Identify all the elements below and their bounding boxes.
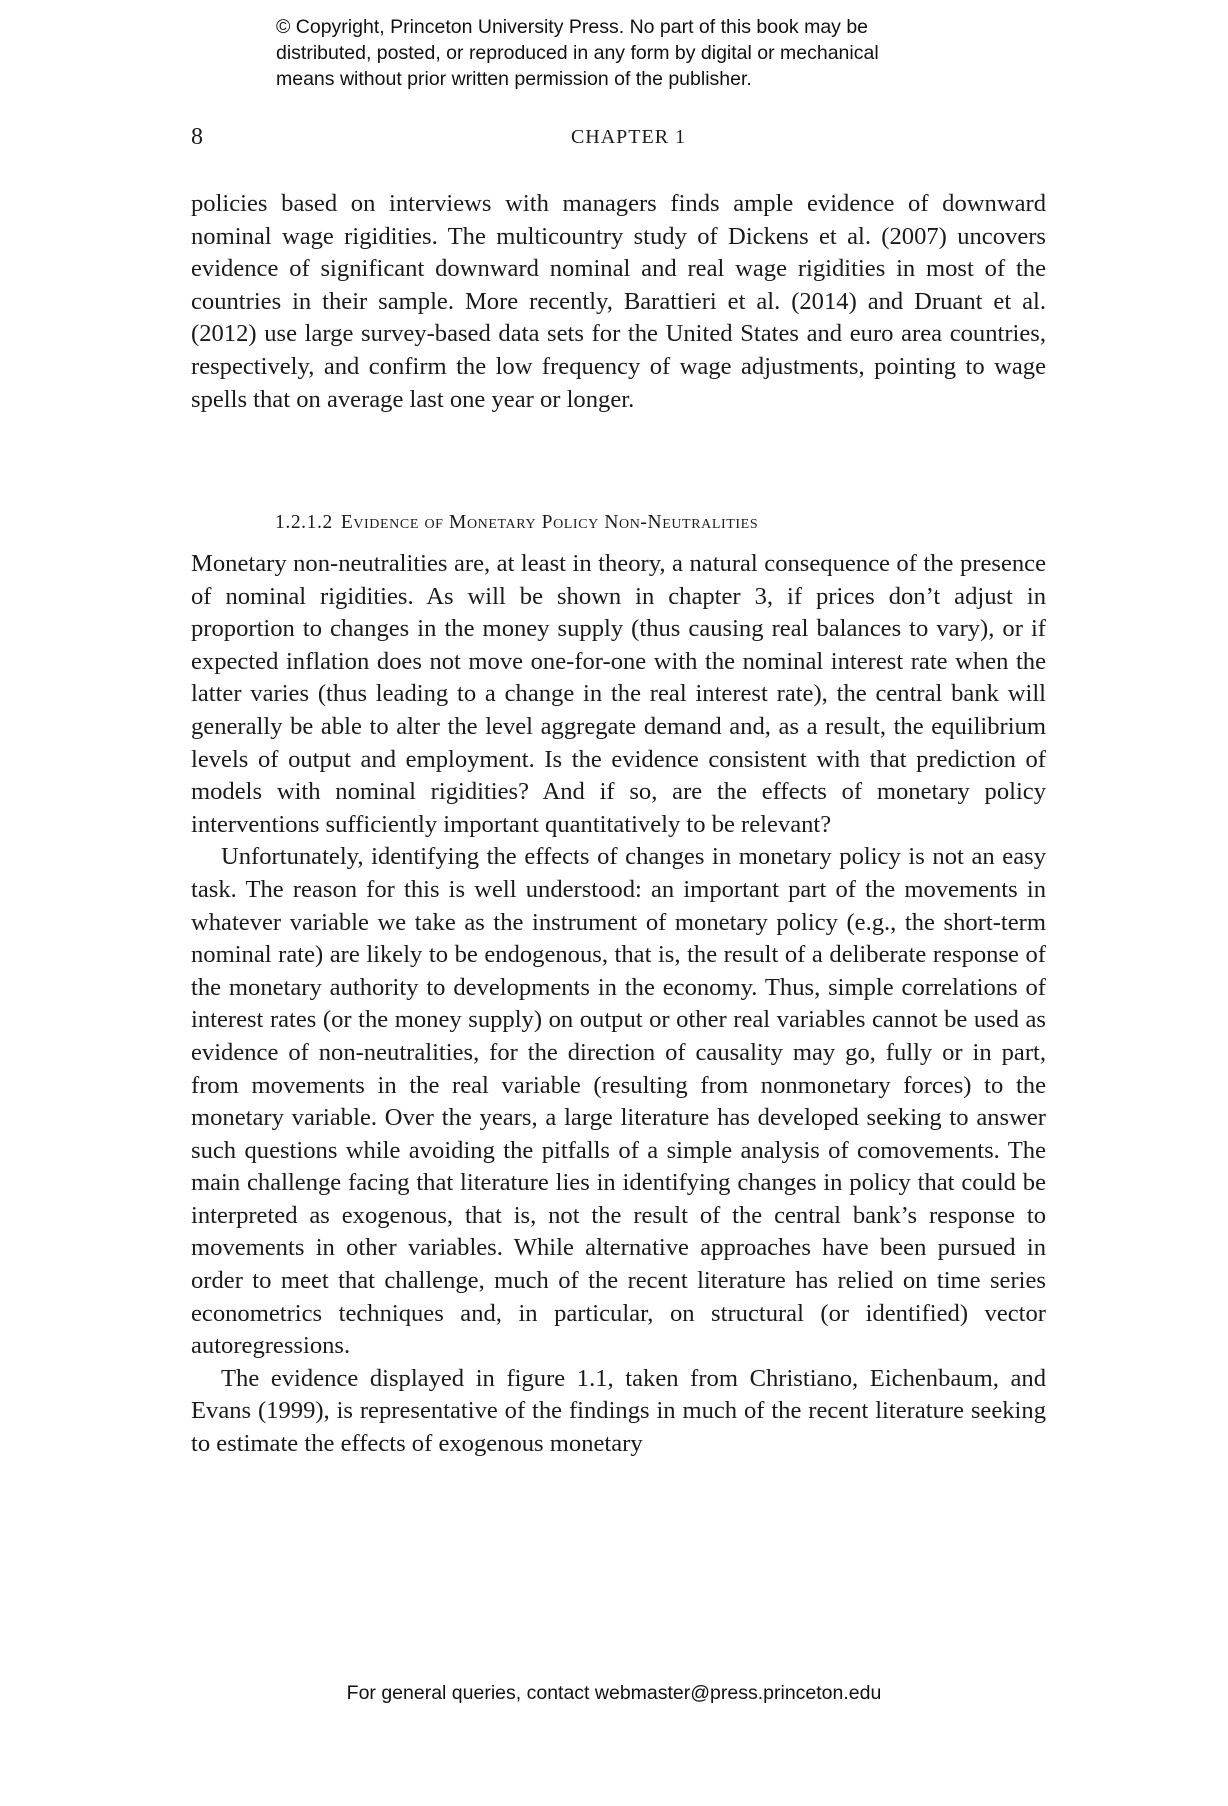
running-head [191,124,1046,154]
paragraph-2: Monetary non-neutralities are, at least in theory, a natural consequence of the presence of nominal rigidities. As will be shown in chapter 3, if prices don’t adjust in proportion to changes in the money supply (thus causing real balances to vary), or if expected inflation does not move one-for-one with the nominal interest rate when the latter varies (thus leading to a change in the real interest rate), the central bank will generally be able to alter the level aggregate demand and, as a result, the equilibrium levels of output and employment. Is the evidence consistent with that prediction of models with nominal rigidities? And if so, are the effects of monetary policy interventions sufficiently important quantitatively to be relevant? [191,550,1046,838]
paragraph-3: Unfortunately, identifying the effects of changes in monetary policy is not an easy task. The reason for this is well understood: an important part of the movements in whatever variable we take as the instrument of monetary policy (e.g., the short-term nominal rate) are likely to be endogenous, that is, the result of a deliberate response of the monetary authority to developments in the economy. Thus, simple correlations of interest rates (or the money supply) on output or other real variables cannot be used as evidence of non-neutralities, for the direction of causality may go, fully or in part, from movements in the real variable (resulting from nonmonetary forces) to the monetary variable. Over the years, a large literature has developed seeking to answer such questions while avoiding the pitfalls of a simple analysis of comovements. The main challenge facing that literature lies in identifying changes in policy that could be interpreted as exogenous, that is, not the result of the central bank’s response to movements in other variables. While alternative approaches have been pursued in order to meet that challenge, much of the recent literature has relied on time series econometrics techniques and, in particular, on structural (or identified) vector autoregressions. [191,843,1046,1360]
copyright-notice [276,14,1036,92]
copyright-line-1: © Copyright, Princeton University Press. No part of this book may be [276,16,869,38]
copyright-line-3: means without prior written permission of the publisher. [276,68,752,90]
section-title: Evidence of Monetary Policy Non-Neutralities [340,512,759,533]
body-section-top [191,188,1046,416]
footer-contact: For general queries, contact webmaster@press.princeton.edu [346,1682,882,1704]
copyright-line-2: distributed, posted, or reproduced in any form by digital or mechanical [276,42,879,64]
paragraph-4: The evidence displayed in figure 1.1, taken from Christiano, Eichenbaum, and Evans (1999), is representative of the findings in much of the recent literature seeking to estimate the effects of exogenous monetary [191,1364,1046,1458]
section-number: 1.2.1.2 [275,512,333,533]
paragraph-1: policies based on interviews with managers finds ample evidence of downward nominal wage rigidities. The multicountry study of Dickens et al. (2007) uncovers evidence of significant downward nominal and real wage rigidities in most of the countries in their sample. More recently, Barattieri et al. (2014) and Druant et al. (2012) use large survey-based data sets for the United States and euro area countries, respectively, and confirm the low frequency of wage adjustments, pointing to wage spells that on average last one year or longer. [191,190,1046,413]
body-section-main [191,548,1046,1461]
chapter-label: CHAPTER 1 [570,126,687,148]
section-heading [275,512,1065,534]
page-number: 8 [191,124,203,150]
